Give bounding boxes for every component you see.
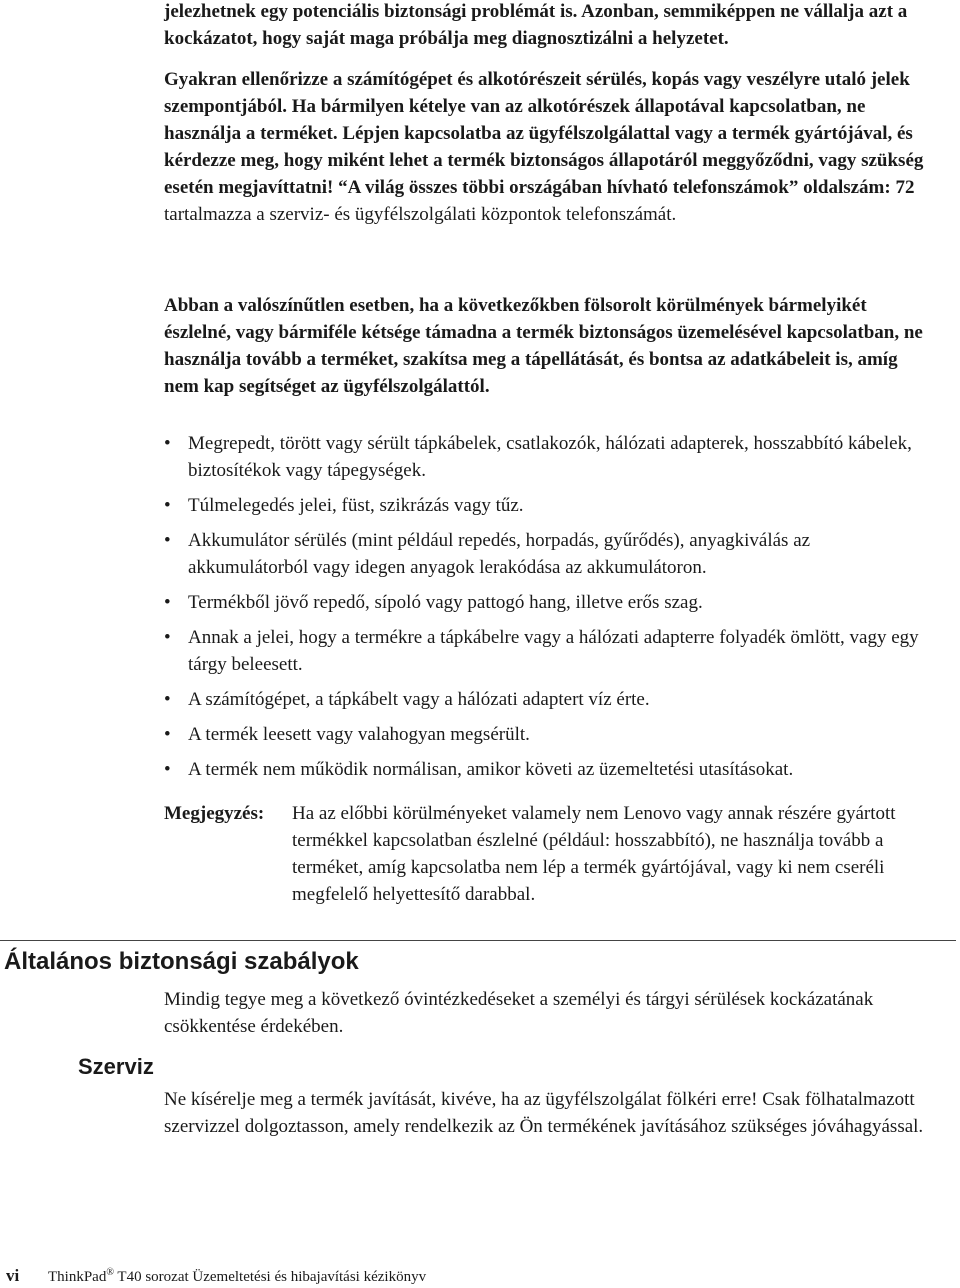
section-intro: Mindig tegye meg a következő óvintézkedéseket a személyi és tárgyi sérülések kockázatának csökkentése érdekében. <box>164 989 874 1037</box>
service-paragraph: Ne kísérelje meg a termék javítását, kivéve, ha az ügyfélszolgálat fölkéri erre! Csak fölhatalmazott szervizzel dolgoztasson, amely rendelkezik az Ön termékének javításához szükséges jóváhagyással. <box>164 1089 924 1137</box>
paragraph-continuation: jelezhetnek egy potenciális biztonsági problémát is. Azonban, semmiképpen ne vállalja azt a kockázatot, hogy saját maga próbálja meg diagnosztizálni a helyzetet. <box>164 1 908 49</box>
registered-mark: ® <box>106 1267 114 1278</box>
list-item-text: Termékből jövő repedő, sípoló vagy pattogó hang, illetve erős szag. <box>188 592 703 613</box>
bullet-icon: • <box>164 759 171 780</box>
list-item-text: Annak a jelei, hogy a termékre a tápkábelre vagy a hálózati adapterre folyadék ömlött, vagy egy tárgy beleesett. <box>188 627 919 675</box>
footer-book-title: T40 sorozat Üzemeltetési és hibajavítási kézikönyv <box>113 1269 427 1285</box>
subsection-title: Szerviz <box>78 1054 154 1079</box>
list-item-text: Megrepedt, törött vagy sérült tápkábelek, csatlakozók, hálózati adapterek, hosszabbító kábelek, biztosítékok vagy tápegységek. <box>188 433 912 481</box>
hazard-list <box>164 430 934 791</box>
paragraph-inspection-bold: Gyakran ellenőrizze a számítógépet és alkotórészeit sérülés, kopás vagy veszélyre utaló jelek szempontjából. Ha bármilyen kételye van az alkotórészek állapotával kapcsolatban, ne használja a terméket. Lépjen kapcsolatba az ügyfélszolgálattal vagy a termék gyártójával, és kérdezze meg, hogy miként lehet a termék biztonságos állapotáról meggyőződni, vagy szükség esetén megjavíttatni! “A világ összes többi országában hívható telefonszámok” oldalszám: 72 <box>164 69 924 198</box>
note-label: Megjegyzés: <box>164 803 265 824</box>
list-item-text: Akkumulátor sérülés (mint például repedés, horpadás, gyűrődés), anyagkiválás az akkumulátorból vagy idegen anyagok lerakódása az akkumulátoron. <box>188 530 811 578</box>
list-item <box>164 721 934 748</box>
list-item-text: Túlmelegedés jelei, füst, szikrázás vagy tűz. <box>188 495 524 516</box>
list-item <box>164 492 934 519</box>
list-item <box>164 756 934 783</box>
list-item-text: A számítógépet, a tápkábelt vagy a hálózati adaptert víz érte. <box>188 689 650 710</box>
bullet-icon: • <box>164 724 171 745</box>
list-item <box>164 527 934 581</box>
note <box>164 800 934 908</box>
bullet-icon: • <box>164 433 171 454</box>
footer-product: ThinkPad <box>48 1269 107 1285</box>
bullet-icon: • <box>164 530 171 551</box>
bullet-icon: • <box>164 689 171 710</box>
section-title: Általános biztonsági szabályok <box>4 948 359 975</box>
bullet-icon: • <box>164 495 171 516</box>
paragraph-warning: Abban a valószínűtlen esetben, ha a következőkben fölsorolt körülmények bármelyikét észlelné, vagy bármiféle kétsége támadna a termék biztonságos üzemelésével kapcsolatban, ne használja tovább a terméket, szakítsa meg a tápellátását, és bontsa az adatkábeleit is, amíg nem kap segítséget az ügyfélszolgálattól. <box>164 295 923 397</box>
list-item <box>164 430 934 484</box>
note-text: Ha az előbbi körülményeket valamely nem Lenovo vagy annak részére gyártott termékkel kapcsolatban észlelné (például: hosszabbító), ne használja tovább a terméket, amíg kapcsolatba nem lép a termék gyártójával, vagy ki nem cseréli megfelelő helyettesítő darabbal. <box>292 803 896 905</box>
page-footer <box>6 1262 426 1288</box>
paragraph-inspection <box>164 66 934 228</box>
list-item <box>164 686 934 713</box>
list-item <box>164 624 934 678</box>
list-item-text: A termék leesett vagy valahogyan megsérült. <box>188 724 530 745</box>
bullet-icon: • <box>164 592 171 613</box>
list-item-text: A termék nem működik normálisan, amikor követi az üzemeltetési utasításokat. <box>188 759 794 780</box>
bullet-icon: • <box>164 627 171 648</box>
paragraph-inspection-rest: tartalmazza a szerviz- és ügyfélszolgálati központok telefonszámát. <box>164 204 677 225</box>
page-number: vi <box>6 1266 20 1285</box>
section-divider <box>0 940 956 941</box>
list-item <box>164 589 934 616</box>
